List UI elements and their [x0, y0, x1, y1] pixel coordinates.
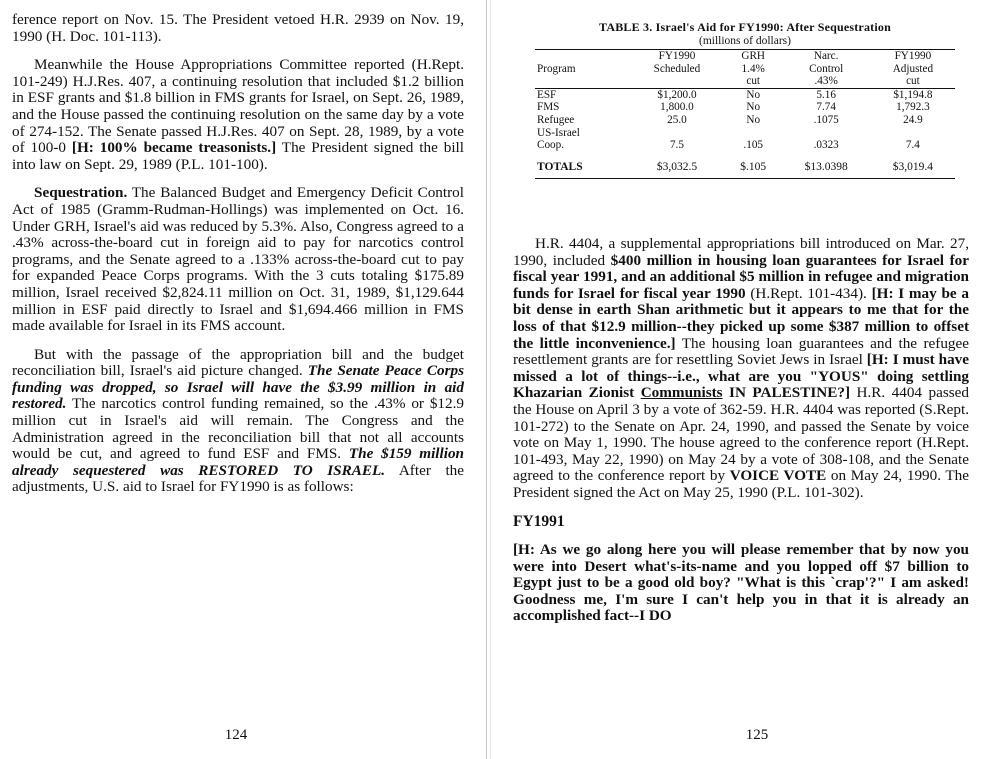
page-gutter-shadow [490, 0, 491, 759]
paragraph [12, 12, 464, 45]
table-cell: No [746, 101, 761, 114]
paragraph-text: The housing loan guarantees and the refugee resettlement grants are for resettling Soviet Jews in Israel [513, 334, 969, 369]
table-cell: 7.74 [816, 101, 836, 114]
emphasis-bold: $400 million in housing loan guarantees for Israel for fiscal year 1991, and an additional $5 million in refugee and migration funds for Israel for fiscal year 1990 [513, 251, 969, 302]
table-row [535, 127, 955, 140]
paragraph-text: H.R. 4404 passed the House on April 3 by a vote of 362-59. H.R. 4404 was reported (S.Rept. 101-272) to the Senate on Apr. 24, 1990, and passed the Senate by voice vote on May 1, 1990. The house agreed to the conference report (H.Rept. 101-493, May 22, 1990) on May 24 by a vote of 308-108, and the Senate agreed to the conference report by [513, 384, 969, 485]
table-row [535, 114, 955, 127]
table-cell: 5.16 [816, 88, 836, 101]
table-cell: 25.0 [667, 113, 687, 126]
right-text-column [513, 236, 969, 637]
page-number: 125 [745, 727, 769, 743]
right-page [497, 0, 993, 759]
header-cell: FY1990 [629, 50, 725, 63]
table-cell: 1,792.3 [896, 101, 930, 114]
table-cell: $3,019.4 [871, 152, 955, 179]
paragraph-text: But with the passage of the appropriation bill and the budget reconciliation bill, Israel's aid picture changed. [12, 345, 464, 380]
table-cell: $1,200.0 [657, 88, 697, 101]
table-row [535, 139, 955, 152]
paragraph [513, 236, 969, 502]
table-totals-row [535, 152, 955, 179]
table-cell: 7.4 [905, 139, 920, 152]
emphasis-bold-italic: The $159 million already sequestered was RESTORED TO ISRAEL. [12, 445, 465, 479]
paragraph-text: (H.Rept. 101-434). [745, 284, 872, 302]
table-cell [629, 127, 725, 140]
table-cell: .1075 [813, 113, 839, 126]
left-text-column [12, 12, 464, 508]
section-heading: FY1991 [513, 512, 565, 530]
comment-bold: [H: As we go along here you will please remember that by now you were into Desert what's-its-name and you lopped off $7 billion to Egypt just to be a good old boy? "What is this `crap'?" I am asked! Goodness me, I'm sure I can't help you in that it is already an accomplished fact--I DO [513, 541, 969, 625]
table-cell: No [746, 113, 761, 126]
table-cell: 1,800.0 [660, 101, 694, 114]
page-number: 124 [224, 727, 248, 743]
table-header-row [535, 75, 955, 88]
table [535, 49, 955, 179]
header-cell: Control [809, 62, 844, 75]
header-cell [629, 75, 725, 88]
table-cell: No [746, 88, 761, 101]
emphasis-bold: VOICE VOTE [729, 467, 827, 485]
paragraph [12, 347, 464, 496]
comment-bold: [H: I may be a bit dense in earth Shan arithmetic but it appears to me that for the loss of that $12.9 million--they picked up some $387 million to offset the little inconvenience.] [513, 284, 969, 352]
comment-underlined: Communists [640, 384, 723, 402]
header-cell: Adjusted [892, 62, 934, 75]
table-cell: US-Israel [537, 126, 580, 139]
paragraph [12, 185, 464, 334]
header-cell: GRH [725, 50, 782, 63]
header-cell: 1.4% [741, 62, 765, 75]
table-header-row [535, 63, 955, 76]
header-cell: Narc. [782, 50, 871, 63]
table-cell: .105 [743, 139, 763, 152]
table-cell: $3,032.5 [629, 152, 725, 179]
paragraph-text: Meanwhile the House Appropriations Committee reported (H.Rept. 101-249) H.J.Res. 407, a continuing resolution that included $1.2 billion in ESF grants and $1.8 billion in FMS grants for Israel, on Sept. 26, 1989, and the House passed the continuing resolution on the same day by a vote of 274-152. The Senate passed H.J.Res. 407 on Sept. 28, 1989, by a vote of 100-0 [12, 56, 464, 157]
table-row [535, 101, 955, 114]
emphasis-bold-italic: The Senate Peace Corps funding was dropped, so Israel will have the $3.99 million in aid restored. [12, 362, 464, 413]
table-cell: $13.0398 [782, 152, 871, 179]
paragraph-text: H.R. 4404, a supplemental appropriations bill introduced on Mar. 27, 1990, included [513, 235, 969, 269]
header-cell [535, 50, 629, 63]
header-cell [535, 75, 629, 88]
left-page [0, 0, 488, 759]
table-cell: 7.5 [669, 139, 684, 152]
header-cell: Program [537, 62, 576, 75]
paragraph-text: ference report on Nov. 15. The President vetoed H.R. 2939 on Nov. 19, 1990 (H. Doc. 101-113). [12, 11, 464, 45]
table-cell: ESF [537, 88, 557, 101]
header-cell: .43% [782, 75, 871, 88]
header-cell: Scheduled [653, 62, 701, 75]
comment-bold: [H: I must have missed a lot of things--i.e., what are you "YOUS" doing settling Khazarian Zionist [513, 351, 970, 402]
aid-table [535, 20, 955, 179]
table-row [535, 88, 955, 101]
paragraph-text: After the adjustments, U.S. aid to Israel for FY1990 is as follows: [12, 461, 464, 496]
table-cell: 24.9 [903, 113, 923, 126]
paragraph-text: The President signed the bill into law on Sept. 29, 1989 (P.L. 101-100). [12, 139, 464, 173]
header-cell: cut [871, 75, 955, 88]
paragraph [12, 57, 464, 173]
paragraph-text: The narcotics control funding remained, so the .43% or $12.9 million cut in Israel's aid will remain. The Congress and the Administration agreed in the reconciliation bill that not all accounts would be cut, and agreed to fund ESF and FMS. [12, 395, 464, 463]
paragraph [513, 542, 969, 625]
header-cell: cut [725, 75, 782, 88]
table-cell: FMS [537, 101, 560, 114]
comment-bold: [H: 100% became treasonists.] [71, 139, 277, 157]
table-cell: $1,194.8 [893, 88, 933, 101]
table-header-row [535, 50, 955, 63]
table-cell [782, 127, 871, 140]
header-cell: FY1990 [871, 50, 955, 63]
table-cell [725, 127, 782, 140]
table-subtitle: (millions of dollars) [699, 35, 791, 47]
table-cell: Coop. [537, 139, 565, 152]
paragraph-text: on May 24, 1990. The President signed the Act on May 25, 1990 (P.L. 101-302). [513, 467, 969, 501]
table-cell: $.105 [725, 152, 782, 179]
table-cell [871, 127, 955, 140]
run-in-heading: Sequestration. [34, 184, 128, 202]
table-cell: .0323 [813, 139, 839, 152]
table-title: TABLE 3. Israel's Aid for FY1990: After Sequestration [599, 20, 891, 34]
comment-bold: IN PALESTINE?] [722, 384, 851, 402]
paragraph-text: The Balanced Budget and Emergency Deficit Control Act of 1985 (Gramm-Rudman-Hollings) was implemented on Oct. 16. Under GRH, Israel's aid was reduced by 5.3%. Also, Congress agreed to a .43% across-the-board cut in foreign aid to pay for narcotics control programs, and the Senate agreed to a .133% across-the-board cut to pay for expanded Peace Corps programs. With the 3 cuts totaling $175.89 million, Israel received $2,824.11 million on Oct. 31, 1989, $1,129.644 million in ESF paid directly to Israel and $1,694.466 million in FMS made available for Israel in its FMS account. [12, 184, 464, 335]
table-cell: Refugee [537, 113, 575, 126]
table-cell: TOTALS [535, 152, 629, 179]
